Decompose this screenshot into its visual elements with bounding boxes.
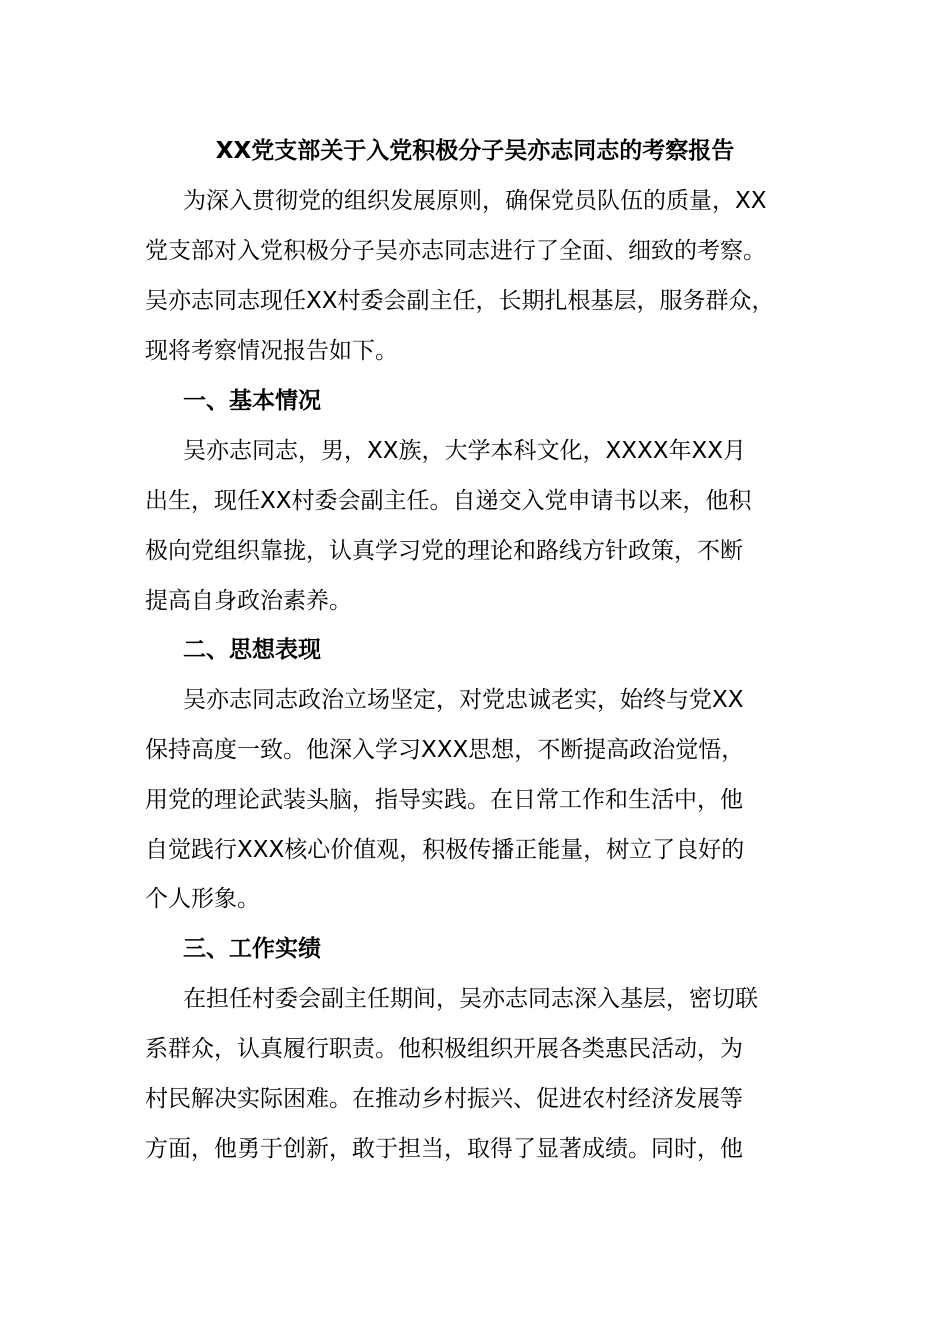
section-2-line-5: 个人形象。 xyxy=(145,886,260,912)
intro-line-4: 现将考察情况报告如下。 xyxy=(145,338,398,364)
section-3-line-2: 系群众，认真履行职责。他积极组织开展各类惠民活动，为 xyxy=(145,1036,743,1062)
intro-line-1: 为深入贯彻党的组织发展原则，确保党员队伍的质量，XX xyxy=(183,188,767,214)
intro-line-2: 党支部对入党积极分子吴亦志同志进行了全面、细致的考察。 xyxy=(145,238,766,264)
section-1-line-3: 极向党组织靠拢，认真学习党的理论和路线方针政策，不断 xyxy=(145,538,743,564)
section-heading-basic-info: 一、基本情况 xyxy=(183,388,321,414)
section-1-line-4: 提高自身政治素养。 xyxy=(145,588,352,614)
section-3-line-1: 在担任村委会副主任期间，吴亦志同志深入基层，密切联 xyxy=(183,986,758,1012)
section-2-line-1: 吴亦志同志政治立场坚定，对党忠诚老实，始终与党XX xyxy=(183,687,744,713)
document-title: XX党支部关于入党积极分子吴亦志同志的考察报告 xyxy=(215,138,735,164)
section-heading-work-results: 三、工作实绩 xyxy=(183,936,321,962)
section-3-line-3: 村民解决实际困难。在推动乡村振兴、促进农村经济发展等 xyxy=(145,1086,743,1112)
section-1-line-2: 出生，现任XX村委会副主任。自递交入党申请书以来，他积 xyxy=(145,488,752,514)
section-3-line-4: 方面，他勇于创新，敢于担当，取得了显著成绩。同时，他 xyxy=(145,1136,743,1162)
section-2-line-4: 自觉践行XXX核心价值观，积极传播正能量，树立了良好的 xyxy=(145,837,745,863)
section-heading-ideology: 二、思想表现 xyxy=(183,637,321,663)
intro-line-3: 吴亦志同志现任XX村委会副主任，长期扎根基层，服务群众， xyxy=(145,288,775,314)
section-2-line-2: 保持高度一致。他深入学习XXX思想，不断提高政治觉悟， xyxy=(145,737,745,763)
section-1-line-1: 吴亦志同志，男，XX族，大学本科文化，XXXX年XX月 xyxy=(183,438,747,464)
section-2-line-3: 用党的理论武装头脑，指导实践。在日常工作和生活中，他 xyxy=(145,787,743,813)
